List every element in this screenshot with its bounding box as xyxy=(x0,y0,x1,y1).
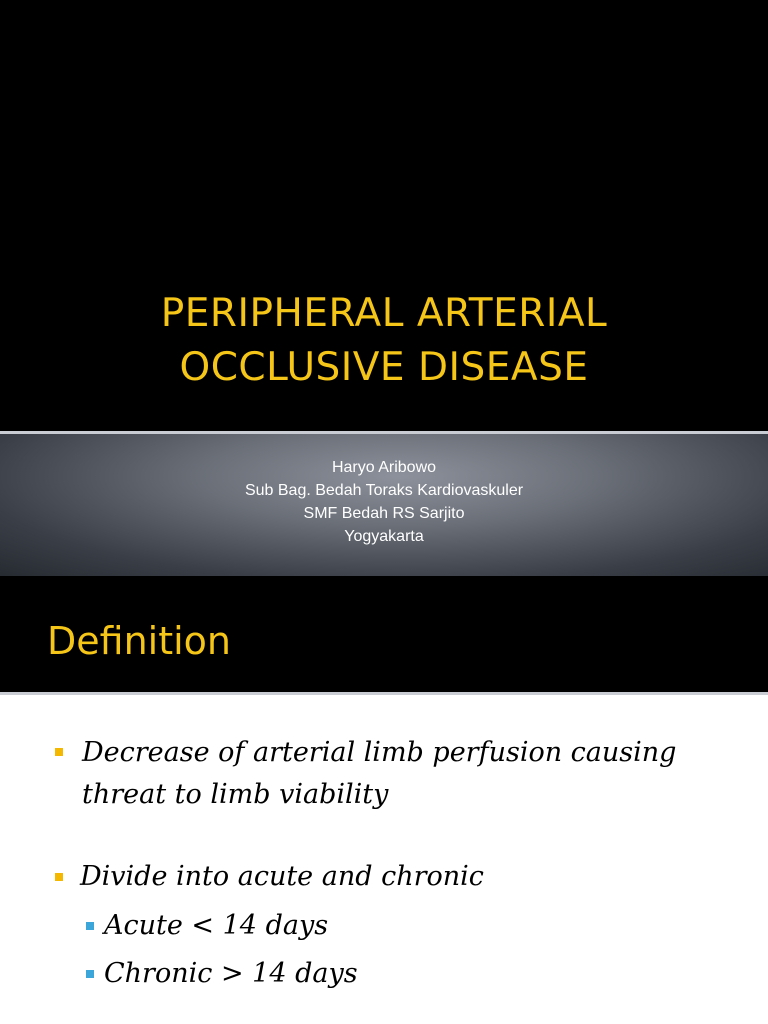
subtitle-band xyxy=(0,431,768,576)
title-line-2: OCCLUSIVE DISEASE xyxy=(179,345,589,390)
slide-title xyxy=(0,287,768,395)
bullet-marker xyxy=(55,873,63,881)
sub-bullet-marker xyxy=(86,970,94,978)
bullet-text: Divide into acute and chronic xyxy=(80,861,484,892)
definition-slide xyxy=(0,576,768,1024)
slide-header xyxy=(0,576,768,695)
subtitle-block xyxy=(0,456,768,548)
sub-bullet-text: Chronic > 14 days xyxy=(104,958,358,989)
author-name: Haryo Aribowo xyxy=(331,459,437,476)
sub-bullet-text: Acute < 14 days xyxy=(104,910,329,941)
bullet-line: threat to limb viability xyxy=(82,779,389,810)
bullet-text xyxy=(82,732,676,816)
institution: SMF Bedah RS Sarjito xyxy=(303,505,465,522)
bullet-line: Decrease of arterial limb perfusion causing xyxy=(82,737,677,768)
department: Sub Bag. Bedah Toraks Kardiovaskuler xyxy=(244,482,524,499)
sub-bullet-marker xyxy=(86,922,94,930)
title-line-1: PERIPHERAL ARTERIAL xyxy=(160,291,608,336)
definition-title: Definition xyxy=(47,619,232,663)
city: Yogyakarta xyxy=(344,528,424,545)
bullet-marker xyxy=(55,748,63,756)
